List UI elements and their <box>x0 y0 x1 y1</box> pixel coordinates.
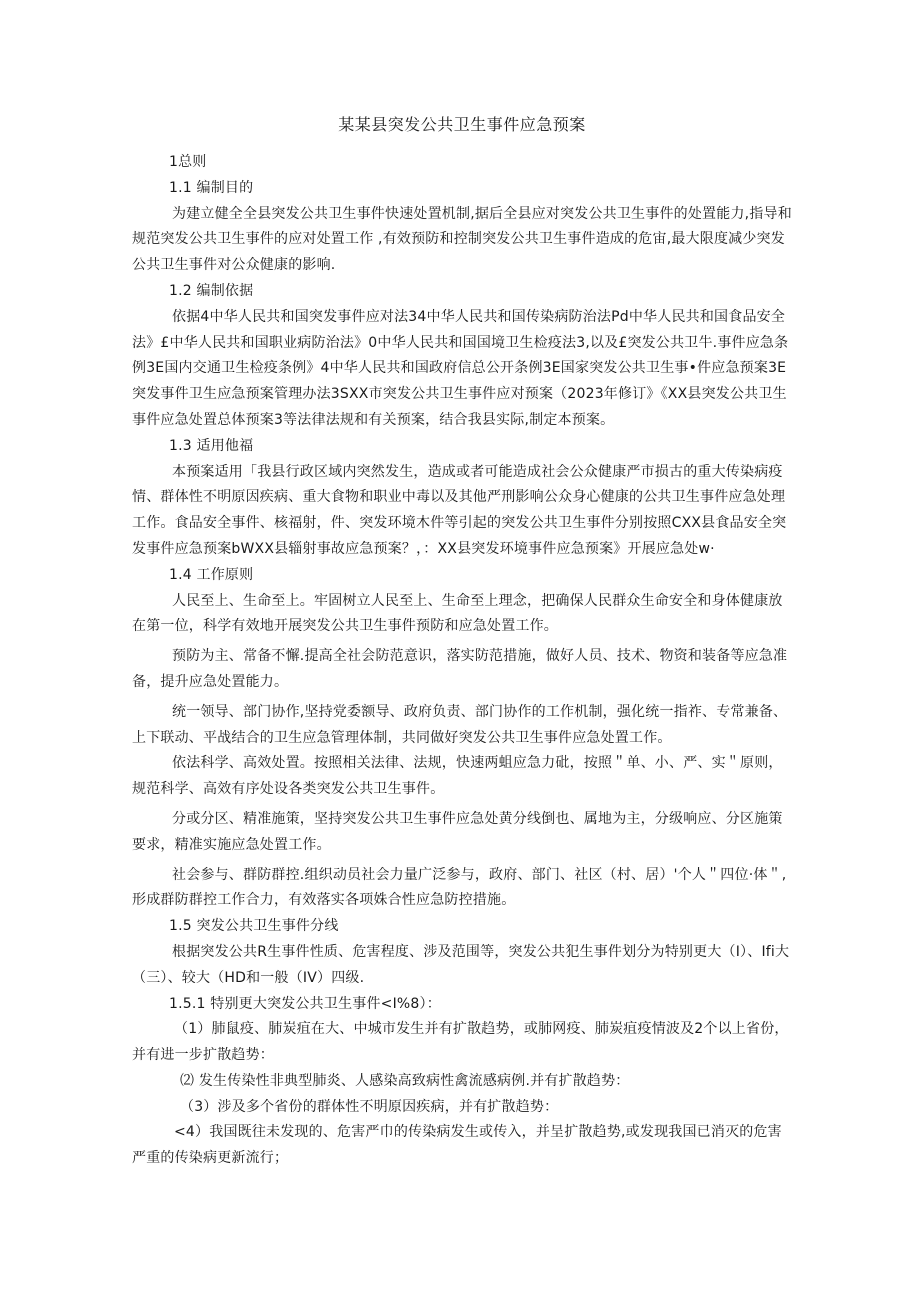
paragraph: ⑵ 发生传染性非典型肺炎、人感染高致病性禽流感病例.并有扩散趋势： <box>180 1072 630 1089</box>
paragraph: 人民至上、生命至上。牢固树立人民至上、生命至上理念，把确保人民群众生命安全和身体健康放在第一位，科学有效地开展突发公共卫生事件预防和应急处置工作。 <box>132 592 783 635</box>
paragraph: 根据突发公共R生事件性质、危害程度、涉及范围等，突发公共犯生事件划分为特别更大（I）、Ifi大（三）、较大（HD和一般（IV）四级. <box>132 943 790 986</box>
section-heading: 1.5.1 特别更大突发公共卫生事件<I%8）： <box>169 995 441 1012</box>
paragraph: <4）我国既往未发现的、危害严巾的传染病发生或传入，并呈扩散趋势,或发现我国已消灭的危害严重的传染病更新流行； <box>132 1124 782 1167</box>
section-heading: 1.2 编制依据 <box>169 282 254 299</box>
paragraph: 预防为主、常备不懈.提高全社会防范意识，落实防范措施，做好人员、技术、物资和装备等应急准备，提升应急处置能力。 <box>132 648 788 690</box>
document-body <box>132 114 792 1172</box>
section-heading: 1总则 <box>169 154 207 170</box>
paragraph: 依法科学、高效处置。按照相关法律、法规，快速两蛆应急力砒，按照＂单、小、严、实＂原则，规范科学、高效有序处设各类突发公共卫生事件。 <box>132 755 783 798</box>
section-heading: 1.4 工作原则 <box>169 566 254 583</box>
paragraph-list <box>132 150 792 1172</box>
paragraph: 社会参与、群防群控.组织动员社会力量广泛参与，政府、部门、社区（村、居）'个人＂四位·体＂,形成群防群控工作合力，有效落实各项姝合性应急防控措施。 <box>132 866 787 909</box>
section-heading: 1.1 编制目的 <box>169 179 254 196</box>
paragraph: 统一领导、部门协作,坚持党委额导、政府负责、部门协作的工作机制，强化统一指祚、专常兼备、上下联动、平战结合的卫生应急管理体制，共同做好突发公共卫生事件应急处置工作。 <box>132 703 788 746</box>
paragraph: （1）肺鼠疫、肺炭疽在大、中城市发生并有扩散趋势，或肺网疫、肺炭疽疫情波及2个以上省份，并有进一步扩散趋势： <box>132 1021 789 1064</box>
paragraph: 依据4中华人民共和国突发事件应对法34中华人民共和国传染病防治法Pd中华人民共和国食品安全法》£中华人民共和国职业病防治法》0中华人民共和国国境卫生检疫法3,以及£突发公共卫牛.事件应急条例3E国内交通卫生检疫条例》4中华人民共和国政府信总公开条例3E国家突发公共卫生事•件应急预案3E突发事件卫生应急预案管理办法3SXX市突发公共卫生事件应对预案（2023年修订》《XX县突发公共卫生事件应急处置总体预案3等法律法规和有关预案，结合我县实际,制定本预案。 <box>132 308 789 428</box>
section-heading: 1.5 突发公共卫生事件分线 <box>169 918 339 935</box>
section-heading: 1.3 适用他福 <box>169 437 254 454</box>
paragraph: 分或分区、精准施策，坚持突发公共卫生事件应急处黄分线倒也、属地为主，分级响应、分区施策要求，精准实施应急处置工作。 <box>132 810 783 853</box>
paragraph: 本预案适用「我县行政区域内突然发生，造成或者可能造成社会公众健康严市损古的重大传染病疫情、群体性不明原因疾病、重大食物和职业中毒以及其他严刑影响公众身心健康的公共卫生事件应急处理工作。食品安全事件、核福射，件、突发环境木件等引起的突发公共卫生事件分别按照CXX县食品安全突发事件应急预案bWXX县辎射事故应急预案？，：XX县突发环境事件应急预案》开展应急处w· <box>132 463 787 557</box>
paragraph: （3）涉及多个省份的群体性不明原因疾病，并有扩散趋势： <box>180 1098 559 1115</box>
document-title: 某某县突发公共卫生事件应急预案 <box>338 115 586 134</box>
paragraph: 为建立健全全县突发公共卫生事件快速处置机制,据后全县应对突发公共卫生事件的处置能力,指导和规范突发公共卫生事件的应对处置工作 ,有效预防和控制突发公共卫生事件造成的危宙,最大限度减少突发公共卫生事件对公众健康的影响. <box>132 205 792 274</box>
